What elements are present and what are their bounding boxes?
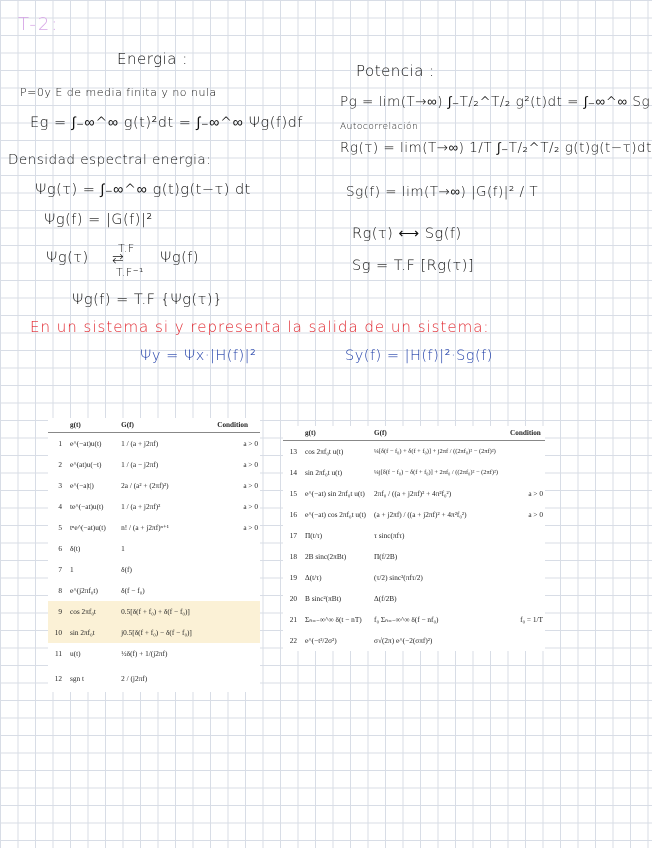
sg-formula: Sg(f) = lim(T→∞) |G(f)|² / T [346, 184, 539, 200]
table-row: 20 B sinc²(πBt) Δ(f/2B) [289, 594, 397, 603]
sg-tf-formula: Sg = T.F [Rg(τ)] [352, 258, 475, 274]
table-row: 14 sin 2πf₀t u(t) ¼j[δ(f − f₀) − δ(f + f₀)] + 2πf₀ / ((2πf₀)² − (2πf)²) [289, 468, 499, 477]
page-title: T-2: [18, 14, 60, 35]
psi-tau-formula: Ψg(τ) = ∫₋∞^∞ g(t)g(t−τ) dt [35, 182, 251, 198]
tf-pair-bottom-label: T.F⁻¹ [116, 266, 144, 279]
table-row: 16 e^(−at) cos 2πf₀t u(t) (a + j2πf) / ((a + j2πf)² + 4π²f₀²) a > 0 [289, 510, 543, 519]
table-row: 22 e^(−t²/2σ²) σ√(2π) e^(−2(σπf)²) [289, 636, 433, 645]
tf-pair-top-label: T.F [118, 242, 135, 255]
densidad-heading: Densidad espectral energia: [8, 152, 212, 168]
psi-tf-formula: Ψg(f) = T.F {Ψg(τ)} [72, 292, 223, 308]
table-row: 11 u(t) ½δ(f) + 1/(j2πf) [54, 649, 168, 658]
eg-formula: Eg = ∫₋∞^∞ g(t)²dt = ∫₋∞^∞ Ψg(f)df [30, 115, 303, 131]
table-row: 5 tⁿe^(−at)u(t) n! / (a + j2πf)ⁿ⁺¹ a > 0 [58, 523, 258, 532]
table-row: 8 e^(j2πf₀t) δ(f − f₀) [58, 586, 145, 595]
table-row: 17 Π(t/τ) τ sinc(πfτ) [289, 531, 405, 540]
table-row: 3 e^(−a|t|) 2a / (a² + (2πf)²) a > 0 [58, 481, 258, 490]
col-header-G: G(f) [119, 418, 215, 433]
col-header-condition: Condition [215, 418, 260, 433]
rg-formula: Rg(τ) = lim(T→∞) 1/T ∫₋T/₂^T/₂ g(t)g(t−τ)dt [340, 140, 652, 156]
autocorrelacion-label: Autocorrelación [340, 122, 419, 132]
table-row: 18 2B sinc(2πBt) Π(f/2B) [289, 552, 398, 561]
table-row-highlighted: 9 cos 2πf₀t 0.5[δ(f + f₀) + δ(f − f₀)] [48, 601, 260, 622]
fourier-table-right [283, 426, 545, 651]
energia-note: P=0y E de media finita y no nula [20, 86, 217, 99]
table-row: 21 Σₙ₌₋∞^∞ δ(t − nT) f₀ Σₙ₌₋∞^∞ δ(f − nf₀) f₀ = 1/T [289, 615, 543, 624]
psi-y-formula: Ψy = Ψx·|H(f)|² [140, 348, 257, 364]
table-row: 13 cos 2πf₀t u(t) ¼[δ(f − f₀) + δ(f + f₀)] + j2πf / ((2πf₀)² − (2πf)²) [289, 447, 496, 456]
table-row: 15 e^(−at) sin 2πf₀t u(t) 2πf₀ / ((a + j2πf)² + 4π²f₀²) a > 0 [289, 489, 543, 498]
col-header-G: G(f) [372, 426, 508, 441]
table-row-highlighted: 10 sin 2πf₀t j0.5[δ(f + f₀) − δ(f − f₀)] [48, 622, 260, 643]
table-row: 2 e^(at)u(−t) 1 / (a − j2πf) a > 0 [58, 460, 258, 469]
table-row: 4 te^(−at)u(t) 1 / (a + j2πf)² a > 0 [58, 502, 258, 511]
rg-sg-pair: Rg(τ) ⟷ Sg(f) [352, 226, 462, 242]
table-row: 12 sgn t 2 / (j2πf) [54, 673, 148, 683]
table-row: 7 1 δ(f) [58, 565, 132, 574]
table-row: 1 e^(−at)u(t) 1 / (a + j2πf) a > 0 [58, 439, 258, 448]
col-header-condition: Condition [508, 426, 545, 441]
energia-heading: Energia : [117, 50, 188, 68]
sy-formula: Sy(f) = |H(f)|²·Sg(f) [345, 348, 493, 364]
tf-pair-left: Ψg(τ) [46, 250, 89, 266]
pg-formula: Pg = lim(T→∞) ∫₋T/₂^T/₂ g²(t)dt = ∫₋∞^∞ Sg [340, 94, 651, 110]
table-row: 6 δ(t) 1 [58, 544, 125, 553]
tf-arrows-icon: ⇄ [112, 251, 125, 267]
table-row: 19 Δ(t/τ) (τ/2) sinc²(πfτ/2) [289, 573, 423, 582]
sistema-text: En un sistema si y representa la salida de un sistema: [30, 318, 490, 336]
fourier-table-left [48, 418, 260, 692]
psi-f-formula: Ψg(f) = |G(f)|² [44, 212, 153, 228]
col-header-g: g(t) [68, 418, 119, 433]
potencia-heading: Potencia : [356, 62, 435, 80]
col-header-g: g(t) [303, 426, 372, 441]
tf-pair-right: Ψg(f) [160, 250, 200, 266]
